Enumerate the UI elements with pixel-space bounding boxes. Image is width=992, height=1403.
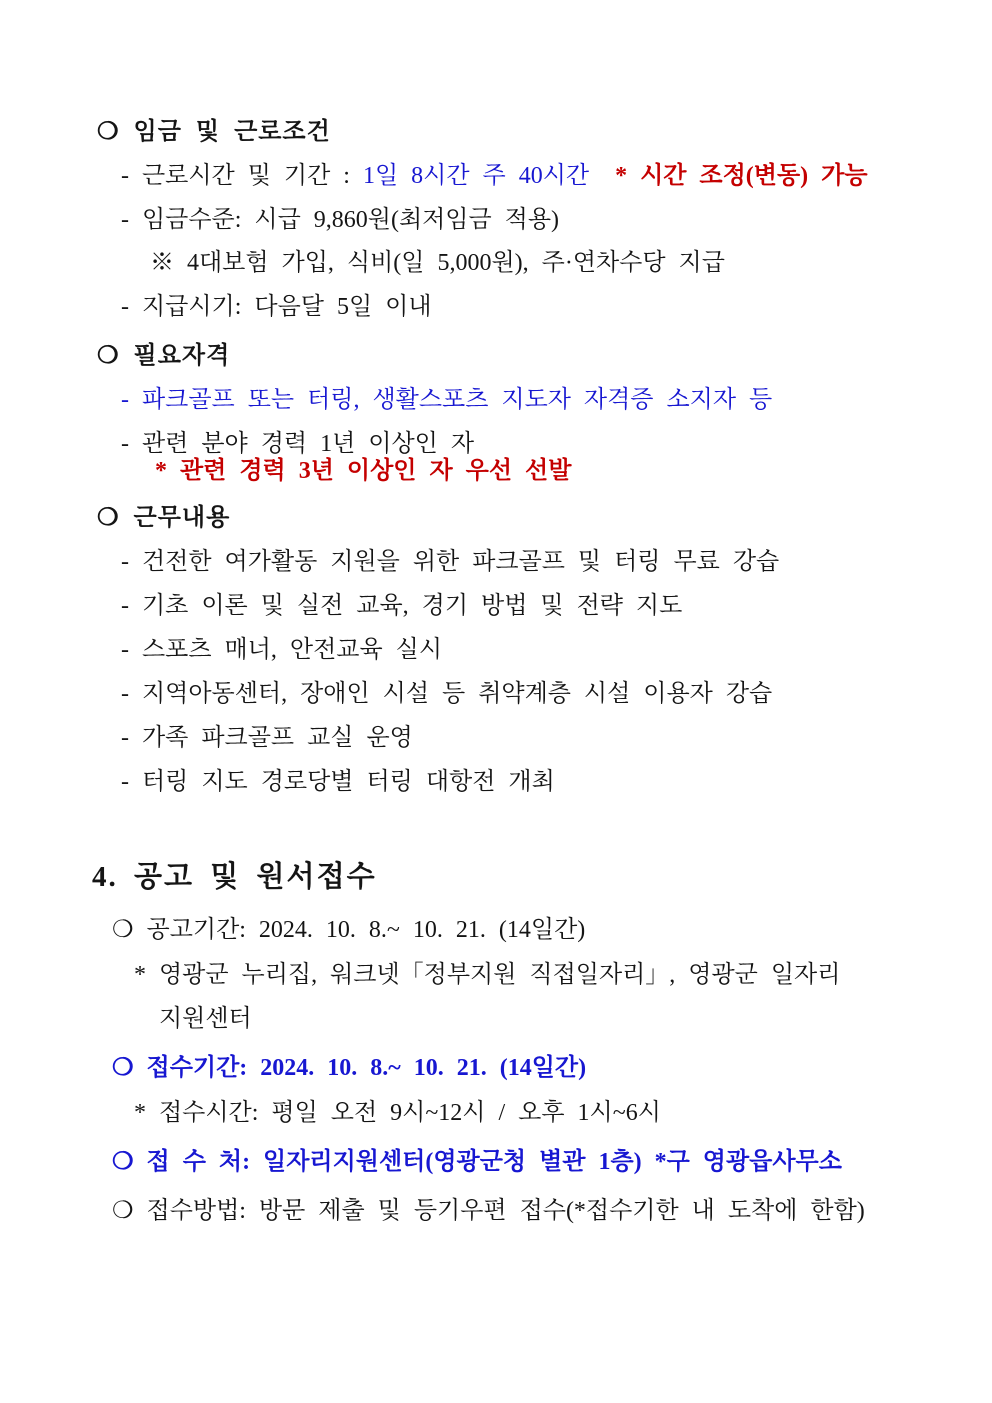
text-segment: 1일 8시간 주 40시간 [362,163,590,189]
line-duty-vulnerable-groups [0,678,992,710]
text-segment: 4. 공고 및 원서접수 [92,861,377,893]
text-segment: 접수방법: 방문 제출 및 등기우편 접수(*접수기한 내 도착에 한함) [133,1198,865,1224]
circle-bullet-icon: ❍ [97,505,120,531]
circle-bullet-icon: ❍ [97,119,120,145]
line-application-period [0,1052,992,1084]
text-segment: - 터링 지도 경로당별 터링 대항전 개최 [121,769,555,795]
text-segment: - 스포츠 매너, 안전교육 실시 [121,637,443,663]
text-segment [589,163,615,189]
line-certificate-holders [0,384,992,416]
text-segment: - 기초 이론 및 실전 교육, 경기 방법 및 전략 지도 [121,593,683,619]
text-segment: * 시간 조정(변동) 가능 [615,163,868,189]
text-segment: - 파크골프 또는 터링, 생활스포츠 지도자 자격증 소지자 등 [121,387,773,413]
circle-bullet-icon: ❍ [112,917,134,943]
text-segment: - 건전한 여가활동 지원을 위한 파크골프 및 터링 무료 강습 [121,549,780,575]
line-duty-basic-education [0,590,992,622]
text-segment: - 근로시간 및 기간 : [121,163,363,189]
text-segment: * 접수시간: 평일 오전 9시~12시 / 오후 1시~6시 [134,1100,661,1126]
text-segment: 지원센터 [159,1006,252,1032]
heading-announcement-and-application [0,857,992,897]
line-insurance-note [0,247,992,279]
line-announcement-period [0,914,992,946]
line-working-hours [0,160,992,192]
line-duty-manners-safety [0,634,992,666]
line-duty-tournament [0,766,992,798]
line-payment-timing [0,291,992,323]
line-announcement-channels [0,959,992,991]
text-segment: - 지급시기: 다음달 5일 이내 [121,294,432,320]
document-body [0,116,992,1227]
heading-wage-and-conditions [0,116,992,148]
text-segment: - 가족 파크골프 교실 운영 [121,725,413,751]
line-application-hours [0,1097,992,1129]
text-segment: 접 수 처: 일자리지원센터(영광군청 별관 1층) *구 영광읍사무소 [133,1149,842,1175]
text-segment: 근무내용 [119,505,231,531]
line-wage-level [0,204,992,236]
text-segment: 공고기간: 2024. 10. 8.~ 10. 21. (14일간) [133,917,586,943]
circle-bullet-icon: ❍ [112,1149,134,1175]
circle-bullet-icon: ❍ [112,1055,134,1081]
line-priority-note [0,457,992,485]
text-segment: * 관련 경력 3년 이상인 자 우선 선발 [155,458,572,484]
line-application-method [0,1195,992,1227]
line-announcement-channels-wrap [0,1003,992,1035]
text-segment: ※ 4대보험 가입, 식비(일 5,000원), 주·연차수당 지급 [150,250,725,276]
text-segment: - 관련 분야 경력 1년 이상인 자 [121,431,475,457]
text-segment: 임금 및 근로조건 [119,119,331,145]
text-segment: - 임금수준: 시급 9,860원(최저임금 적용) [121,207,560,233]
line-career-requirement [0,428,992,460]
line-application-place [0,1146,992,1178]
heading-job-duties [0,502,992,534]
text-segment: * 영광군 누리집, 워크넷「정부지원 직접일자리」, 영광군 일자리 [134,962,841,988]
text-segment: 필요자격 [119,343,231,369]
text-segment: 접수기간: 2024. 10. 8.~ 10. 21. (14일간) [133,1055,587,1081]
line-duty-free-lessons [0,546,992,578]
line-duty-family-class [0,722,992,754]
heading-qualifications [0,340,992,372]
circle-bullet-icon: ❍ [112,1198,134,1224]
text-segment: - 지역아동센터, 장애인 시설 등 취약계층 시설 이용자 강습 [121,681,773,707]
circle-bullet-icon: ❍ [97,343,120,369]
